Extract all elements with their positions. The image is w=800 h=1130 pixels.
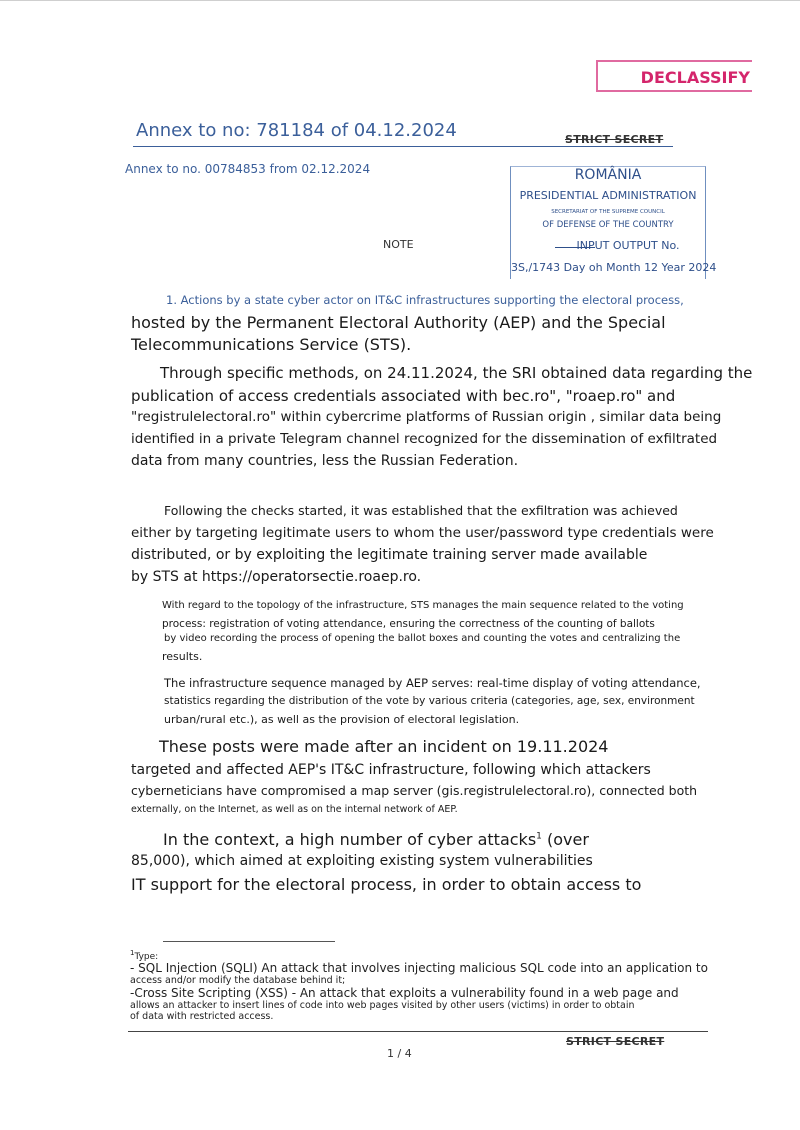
body-line: data from many countries, less the Russian Federation.: [131, 453, 519, 469]
footnote-rule: [163, 941, 335, 942]
body-line: by STS at https://operatorsectie.roaep.ro.: [131, 569, 422, 585]
registry-administration: PRESIDENTIAL ADMINISTRATION: [519, 189, 697, 202]
body-line: With regard to the topology of the infrastructure, STS manages the main sequence related to the voting: [162, 600, 684, 611]
registry-secretariat: SECRETARIAT OF THE SUPREME COUNCIL: [551, 209, 665, 215]
body-line: IT support for the electoral process, in order to obtain access to: [131, 875, 642, 894]
body-line: hosted by the Permanent Electoral Authority (AEP) and the Special: [131, 313, 666, 332]
declassify-stamp: DECLASSIFY: [596, 60, 752, 92]
classification-footer: STRICT SECRET: [566, 1035, 665, 1048]
registry-io: INPUT OUTPUT No.: [576, 239, 680, 252]
body-line: publication of access credentials associated with bec.ro", "roaep.ro" and: [131, 387, 676, 405]
body-line: externally, on the Internet, as well as on the internal network of AEP.: [131, 804, 458, 815]
body-line: These posts were made after an incident on 19.11.2024: [159, 737, 609, 756]
registry-defense: OF DEFENSE OF THE COUNTRY: [542, 220, 674, 230]
body-line: distributed, or by exploiting the legitimate training server made available: [131, 547, 648, 563]
attacks-text: In the context, a high number of cyber attacks: [163, 830, 537, 849]
body-line: cyberneticians have compromised a map server (gis.registrulelectoral.ro), connected both: [131, 783, 698, 798]
body-line: results.: [162, 650, 203, 663]
page-number: 1 / 4: [387, 1047, 412, 1060]
body-line: 85,000), which aimed at exploiting existing system vulnerabilities: [131, 853, 593, 869]
footnote-type: Type:: [134, 952, 159, 962]
note-heading: NOTE: [383, 238, 414, 251]
footnote-line: access and/or modify the database behind it;: [130, 975, 346, 986]
body-line: urban/rural etc.), as well as the provision of electoral legislation.: [164, 713, 520, 726]
body-line: Telecommunications Service (STS).: [131, 335, 412, 354]
footnote-line: -Cross Site Scripting (XSS) - An attack that exploits a vulnerability found in a web page and: [130, 986, 679, 1000]
registry-stamp: [510, 166, 717, 279]
body-line: process: registration of voting attendance, ensuring the correctness of the counting of ballots: [162, 618, 655, 630]
top-rule: [0, 0, 800, 1]
body-line: Through specific methods, on 24.11.2024, the SRI obtained data regarding the: [160, 364, 753, 382]
body-line: "registrulelectoral.ro" within cybercrime platforms of Russian origin , similar data being: [131, 409, 722, 425]
body-line: targeted and affected AEP's IT&C infrastructure, following which attackers: [131, 762, 651, 778]
body-line: [163, 830, 589, 849]
footnote-line: of data with restricted access.: [130, 1011, 274, 1022]
annex-main-title: Annex to no: 781184 of 04.12.2024: [136, 120, 457, 141]
footnote-ref: 1: [536, 831, 542, 842]
body-line: 1. Actions by a state cyber actor on IT&C infrastructures supporting the electoral process,: [166, 293, 684, 307]
footnote-marker: 1: [130, 949, 135, 957]
body-line: Following the checks started, it was established that the exfiltration was achieved: [164, 503, 678, 518]
footer-rule: [128, 1031, 708, 1032]
annex-underline: [133, 146, 673, 147]
annex-subtitle: Annex to no. 00784853 from 02.12.2024: [125, 162, 371, 176]
body-line: by video recording the process of opening the ballot boxes and counting the votes and centralizing the: [164, 633, 681, 644]
registry-number: 3S,/1743 Day oh Month 12 Year 2024: [511, 261, 717, 274]
body-line: The infrastructure sequence managed by AEP serves: real-time display of voting attendance,: [164, 676, 701, 690]
body-line: statistics regarding the distribution of the vote by various criteria (categories, age, sex, environment: [164, 695, 695, 707]
footnote-line: allows an attacker to insert lines of code into web pages visited by other users (victims) in order to obtain: [130, 1000, 635, 1011]
attacks-tail: (over: [541, 830, 589, 849]
registry-country: ROMÂNIA: [574, 167, 642, 183]
body-line: identified in a private Telegram channel recognized for the dissemination of exfiltrated: [131, 431, 718, 447]
body-line: either by targeting legitimate users to whom the user/password type credentials were: [131, 525, 714, 541]
footnote-line: - SQL Injection (SQLI) An attack that involves injecting malicious SQL code into an application to: [130, 961, 708, 975]
classification-header: STRICT SECRET: [565, 133, 664, 146]
